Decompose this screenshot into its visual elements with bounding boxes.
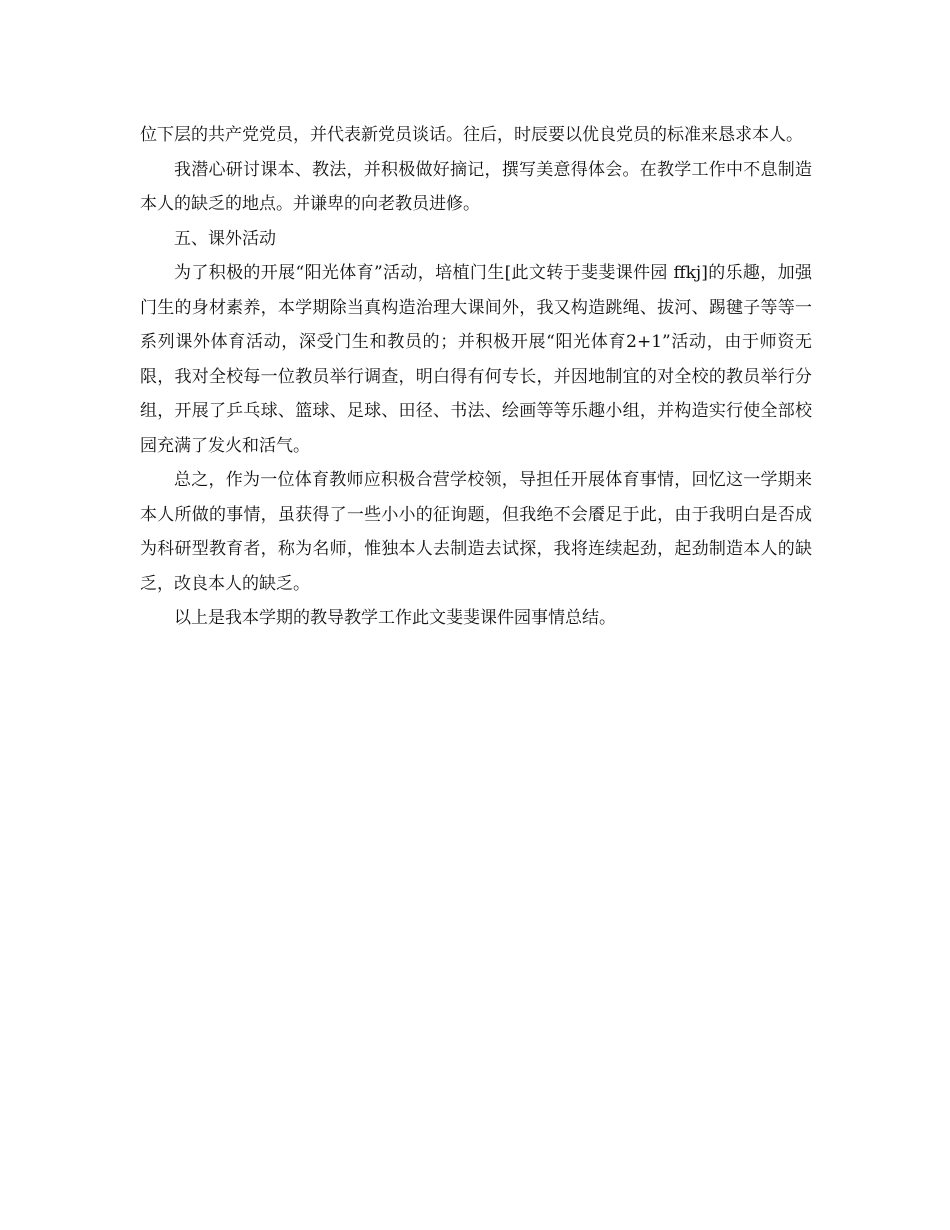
paragraph-conclusion: 以上是我本学期的教导教学工作此文斐斐课件园事情总结。: [174, 608, 616, 628]
paragraph-sunshine-sports: 为了积极的开展“阳光体育”活动，培植门生[此文转于斐斐课件园 ffkj]的乐趣，加强门生的身材素养，本学期除当真构造治理大课间外，我又构造跳绳、拔河、踢毽子等等一系列课外体育活动，深受门生和教员的；并积极开展“阳光体育2+1”活动，由于师资无限，我对全校每一位教员举行调查，明白得有何专长，并因地制宜的对全校的教员举行分组，开展了乒乓球、篮球、足球、田径、书法、绘画等等乐趣小组，并构造实行使全部校园充满了发火和活气。: [140, 263, 812, 456]
section-heading-extracurricular: 五、课外活动: [174, 228, 276, 249]
paragraph-study-teaching: 我潜心研讨课本、教法，并积极做好摘记，撰写美意得体会。在教学工作中不息制造本人的缺乏的地点。并谦卑的向老教员进修。: [140, 159, 812, 214]
document-body: [140, 118, 812, 636]
paragraph-summary: 总之，作为一位体育教师应积极合营学校领，导担任开展体育事情，回忆这一学期来本人所做的事情，虽获得了一些小小的征询题，但我绝不会餍足于此，由于我明白是否成为科研型教育者，称为名师，惟独本人去制造去试探，我将连续起劲，起劲制造本人的缺乏，改良本人的缺乏。: [140, 470, 812, 594]
paragraph-party-member: 位下层的共产党党员，并代表新党员谈话。往后，时辰要以优良党员的标准来恳求本人。: [140, 125, 803, 145]
